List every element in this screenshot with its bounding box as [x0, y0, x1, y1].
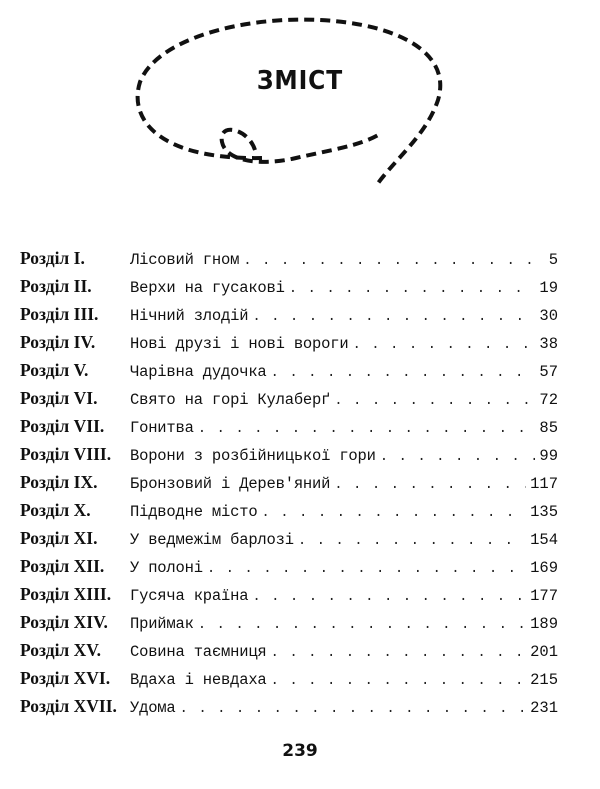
- dot-leader: [298, 527, 526, 555]
- dot-leader: [334, 471, 526, 499]
- chapter-title: Нічний злодій: [130, 307, 249, 325]
- page-number: 72: [539, 391, 558, 409]
- chapter-label: Розділ XV.: [20, 640, 102, 660]
- toc-row: [20, 468, 558, 496]
- toc-row: [20, 524, 558, 552]
- dot-leader: [271, 639, 527, 667]
- chapter-label: Розділ VII.: [20, 416, 105, 436]
- dot-leader: [380, 443, 536, 471]
- page-number: 135: [530, 503, 558, 521]
- chapter-label: Розділ V.: [20, 360, 89, 380]
- dot-leader: [289, 275, 536, 303]
- page-number: 154: [530, 531, 558, 549]
- dot-leader: [207, 555, 526, 583]
- page-number: 189: [530, 615, 558, 633]
- chapter-label: Розділ X.: [20, 500, 91, 520]
- chapter-title: Бронзовий і Дерев'яний: [130, 475, 331, 493]
- chapter-title: Удома: [130, 699, 176, 717]
- chapter-title: Підводне місто: [130, 503, 258, 521]
- dot-leader: [252, 583, 526, 611]
- toc-row: [20, 412, 558, 440]
- dot-leader: [261, 499, 526, 527]
- page-number: 57: [539, 363, 558, 381]
- chapter-label: Розділ VI.: [20, 388, 98, 408]
- chapter-label: Розділ III.: [20, 304, 99, 324]
- chapter-title: Совина таємниця: [130, 643, 267, 661]
- chapter-label: Розділ IX.: [20, 472, 98, 492]
- chapter-title: Верхи на гусакові: [130, 279, 285, 297]
- chapter-title: У ведмежім барлозі: [130, 531, 294, 549]
- page-number: 30: [539, 307, 558, 325]
- chapter-title: Лісовий гном: [130, 251, 240, 269]
- chapter-title: Ворони з розбійницької гори: [130, 447, 376, 465]
- page-number: 38: [539, 335, 558, 353]
- chapter-label: Розділ XIII.: [20, 584, 112, 604]
- page-number: 19: [539, 279, 558, 297]
- chapter-label: Розділ XI.: [20, 528, 98, 548]
- page-number: 231: [530, 699, 558, 717]
- toc-row: [20, 300, 558, 328]
- dot-leader: [271, 667, 527, 695]
- chapter-title: Гонитва: [130, 419, 194, 437]
- page-title: ЗМІСТ: [256, 66, 344, 96]
- dot-leader: [198, 611, 526, 639]
- chapter-title: У полоні: [130, 559, 203, 577]
- dot-leader: [334, 387, 535, 415]
- toc-row: [20, 664, 558, 692]
- chapter-label: Розділ XII.: [20, 556, 105, 576]
- dot-leader: [271, 359, 536, 387]
- page-number: 215: [530, 671, 558, 689]
- dashed-loop-ornament: [0, 0, 600, 260]
- chapter-title: Гусяча країна: [130, 587, 249, 605]
- toc-row: [20, 496, 558, 524]
- chapter-label: Розділ I.: [20, 248, 85, 268]
- page-number: 85: [539, 419, 558, 437]
- chapter-title: Нові друзі і нові вороги: [130, 335, 349, 353]
- toc-row: [20, 636, 558, 664]
- toc-row: [20, 692, 558, 720]
- toc-row: [20, 580, 558, 608]
- toc-row: [20, 356, 558, 384]
- toc-row: [20, 608, 558, 636]
- dot-leader: [180, 695, 527, 723]
- toc-row: [20, 552, 558, 580]
- table-of-contents: [20, 244, 558, 720]
- toc-row: [20, 328, 558, 356]
- chapter-title: Приймак: [130, 615, 194, 633]
- page-number-footer: 239: [282, 741, 318, 761]
- page-number: 5: [548, 251, 558, 269]
- dot-leader: [243, 247, 544, 275]
- toc-row: [20, 440, 558, 468]
- page-number: 169: [530, 559, 558, 577]
- page-number: 177: [530, 587, 558, 605]
- chapter-title: Свято на горі Кулаберґ: [130, 391, 331, 409]
- page-number: 201: [530, 643, 558, 661]
- dot-leader: [352, 331, 535, 359]
- toc-row: [20, 272, 558, 300]
- chapter-label: Розділ IV.: [20, 332, 96, 352]
- chapter-label: Розділ XVII.: [20, 696, 117, 716]
- toc-row: [20, 384, 558, 412]
- dot-leader: [198, 415, 536, 443]
- chapter-label: Розділ VIII.: [20, 444, 112, 464]
- page-number: 117: [530, 475, 558, 493]
- chapter-title: Вдаха і невдаха: [130, 671, 267, 689]
- dot-leader: [252, 303, 535, 331]
- chapter-label: Розділ XIV.: [20, 612, 108, 632]
- chapter-label: Розділ II.: [20, 276, 92, 296]
- toc-row: [20, 244, 558, 272]
- page-number: 99: [539, 447, 558, 465]
- chapter-label: Розділ XVI.: [20, 668, 111, 688]
- chapter-title: Чарівна дудочка: [130, 363, 267, 381]
